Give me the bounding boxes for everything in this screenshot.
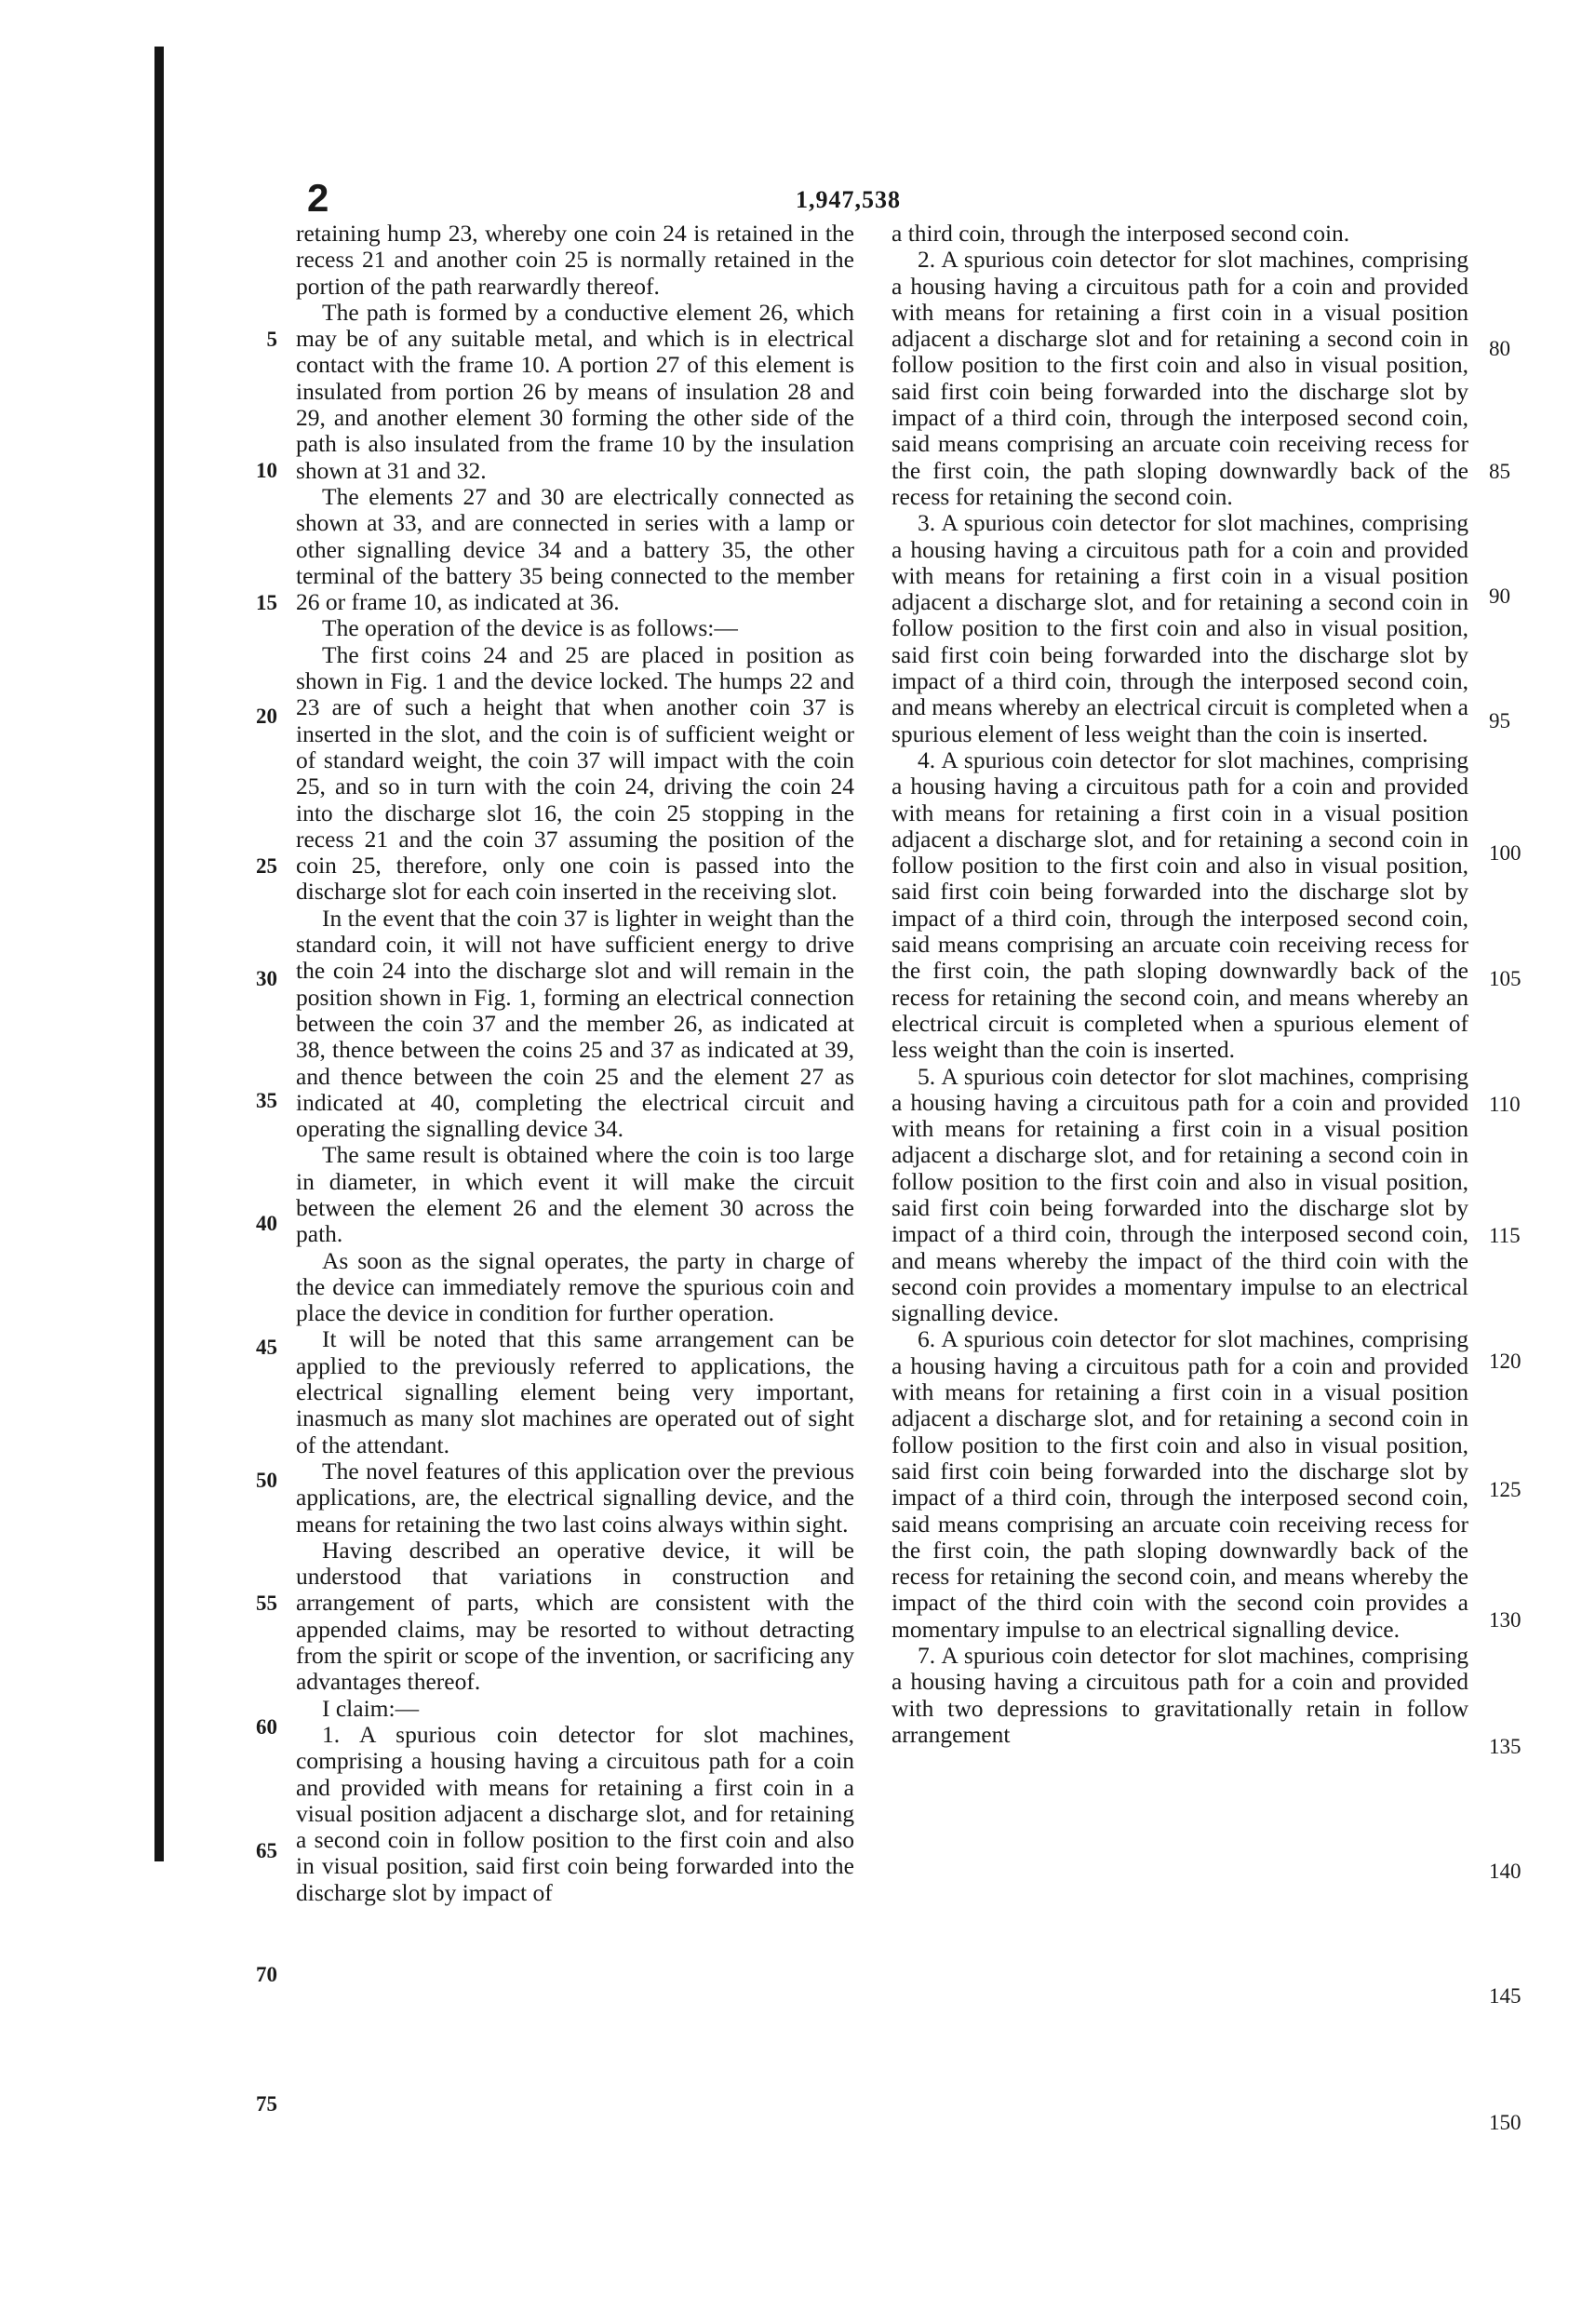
line-number: 135 bbox=[1489, 1735, 1522, 1758]
paragraph: Having described an operative device, it will be understood that variations in construction and arrangement of parts, which are consistent with the appended claims, may be resorted to without detracting from the spirit or scope of the invention, or sacrificing any advantages thereof. bbox=[296, 1536, 854, 1696]
line-number: 85 bbox=[1489, 460, 1510, 483]
claim-paragraph: 2. A spurious coin detector for slot machines, comprising a housing having a circuitous path for a coin and provided with means for retaining a first coin in a visual position adjacent a discharge slot and for retaining a second coin in follow position to the first coin and also in visual position, said first coin being forwarded into the discharge slot by impact of a third coin, through the interposed second coin, said means comprising an arcuate coin receiving recess for the first coin, the path sloping downwardly back of the recess for retaining the second coin. bbox=[892, 246, 1468, 510]
line-number: 100 bbox=[1489, 841, 1522, 865]
claims-heading: I claim:— bbox=[322, 1694, 420, 1722]
line-number: 140 bbox=[1489, 1860, 1522, 1883]
line-number: 145 bbox=[1489, 1984, 1522, 2008]
paragraph: The first coins 24 and 25 are placed in position as shown in Fig. 1 and the device locked. The humps 22 and 23 are of such a height that when another coin 37 is inserted in the slot, and the coin is of sufficient weight or of standard weight, the coin 37 will impact with the coin 25, and so in turn with the coin 24, driving the coin 24 into the discharge slot 16, the coin 25 stopping in the recess 21 and the coin 37 assuming the position of the coin 25, therefore, only one coin is passed into the discharge slot for each coin inserted in the receiving slot. bbox=[296, 640, 854, 906]
paragraph: The novel features of this application over the previous applications, are, the electrical signalling device, and the means for retaining the two last coins always within sight. bbox=[296, 1457, 854, 1538]
scan-edge-bar bbox=[154, 47, 164, 1861]
line-number: 5 bbox=[266, 328, 277, 351]
paragraph: As soon as the signal operates, the party in charge of the device can immediately remove the spurious coin and place the device in condition for further operation. bbox=[296, 1246, 854, 1327]
right-text-column bbox=[892, 221, 1468, 2194]
line-number: 120 bbox=[1489, 1350, 1522, 1373]
line-number: 30 bbox=[256, 967, 277, 990]
line-number: 95 bbox=[1489, 709, 1510, 732]
paragraph: The elements 27 and 30 are electrically connected as shown at 33, and are connected in series with a lamp or other signalling device 34 and a battery 35, the other terminal of the battery 35 being connected to the member 26 or frame 10, as indicated at 36. bbox=[296, 482, 854, 616]
line-number: 130 bbox=[1489, 1608, 1522, 1632]
left-text-column bbox=[296, 221, 854, 2194]
claim-paragraph: 4. A spurious coin detector for slot machines, comprising a housing having a circuitous path for a coin and provided with means for retaining a first coin in a visual position adjacent a discharge slot, and for retaining a second coin in follow position to the first coin and also in visual position, said first coin being forwarded into the discharge slot by impact of a third coin, through the interposed second coin, said means comprising an arcuate coin receiving recess for the first coin, the path sloping downwardly back of the recess for retaining the second coin, and means whereby an electrical circuit is completed when a spurious element of less weight than the coin is inserted. bbox=[892, 746, 1468, 1064]
paragraph: The same result is obtained where the coin is too large in diameter, in which event it will make the circuit between the element 26 and the element 30 across the path. bbox=[296, 1141, 854, 1248]
line-number: 125 bbox=[1489, 1478, 1522, 1501]
paragraph: The path is formed by a conductive element 26, which may be of any suitable metal, and which is in electrical contact with the frame 10. A portion 27 of this element is insulated from portion 26 by means of insulation 28 and 29, and another element 30 forming the other side of the path is also insulated from the frame 10 by the insulation shown at 31 and 32. bbox=[296, 298, 854, 484]
claim-paragraph: 1. A spurious coin detector for slot machines, comprising a housing having a circuitous path for a coin and provided with means for retaining a first coin in a visual position adjacent a discharge slot, and for retaining a second coin in follow position to the first coin and also in visual position, said first coin being forwarded into the discharge slot by impact of bbox=[296, 1720, 854, 1906]
line-number: 40 bbox=[256, 1212, 277, 1235]
line-number: 55 bbox=[256, 1592, 277, 1615]
line-number: 10 bbox=[256, 459, 277, 482]
line-number: 15 bbox=[256, 591, 277, 614]
paragraph: In the event that the coin 37 is lighter in weight than the standard coin, it will not have sufficient energy to drive the coin 24 into the discharge slot and will remain in the position shown in Fig. 1, forming an electrical connection between the coin 37 and the member 26, as indicated at 38, thence between the coins 25 and 37 as indicated at 39, and thence between the coin 25 and the element 27 as indicated at 40, completing the electrical circuit and operating the signalling device 34. bbox=[296, 904, 854, 1143]
paragraph: a third coin, through the interposed second coin. bbox=[892, 220, 1350, 247]
page-number: 2 bbox=[307, 176, 329, 220]
line-number: 110 bbox=[1489, 1093, 1521, 1116]
line-number: 90 bbox=[1489, 584, 1510, 608]
line-number: 25 bbox=[256, 854, 277, 878]
line-number: 70 bbox=[256, 1963, 277, 1986]
paragraph: The operation of the device is as follows:— bbox=[322, 614, 738, 642]
claim-paragraph: 7. A spurious coin detector for slot machines, comprising a housing having a circuitous path for a coin and provided with two depressions to gravitationally retain in follow arrangement bbox=[892, 1642, 1468, 1748]
paragraph: It will be noted that this same arrangement can be applied to the previously referred to applications, the electrical signalling element being very important, inasmuch as many slot machines are operated out of sight of the attendant. bbox=[296, 1325, 854, 1458]
claim-paragraph: 5. A spurious coin detector for slot machines, comprising a housing having a circuitous path for a coin and provided with means for retaining a first coin in a visual position adjacent a discharge slot, and for retaining a second coin in follow position to the first coin and also in visual position, said first coin being forwarded into the discharge slot by impact of a third coin, through the interposed second coin, and means whereby the impact of the third coin with the second coin provides a momentary impulse to an electrical signalling device. bbox=[892, 1062, 1468, 1327]
line-number: 35 bbox=[256, 1089, 277, 1112]
patent-number: 1,947,538 bbox=[796, 186, 901, 213]
line-number: 65 bbox=[256, 1839, 277, 1862]
line-number: 80 bbox=[1489, 337, 1510, 360]
claim-paragraph: 6. A spurious coin detector for slot machines, comprising a housing having a circuitous path for a coin and provided with means for retaining a first coin in a visual position adjacent a discharge slot, and for retaining a second coin in follow position to the first coin and also in visual position, said first coin being forwarded into the discharge slot by impact of a third coin, through the interposed second coin, said means comprising an arcuate coin receiving recess for the first coin, the path sloping downwardly back of the recess for retaining the second coin, and means whereby the impact of the third coin with the second coin provides a momentary impulse to an electrical signalling device. bbox=[892, 1325, 1468, 1643]
line-number: 115 bbox=[1489, 1224, 1521, 1247]
line-number: 50 bbox=[256, 1469, 277, 1492]
line-number: 150 bbox=[1489, 2111, 1522, 2134]
line-number: 75 bbox=[256, 2092, 277, 2116]
paragraph: retaining hump 23, whereby one coin 24 is retained in the recess 21 and another coin 25 is normally retained in the portion of the path rearwardly thereof. bbox=[296, 220, 854, 300]
line-number: 60 bbox=[256, 1715, 277, 1739]
line-number: 20 bbox=[256, 705, 277, 728]
line-number: 45 bbox=[256, 1336, 277, 1359]
line-number: 105 bbox=[1489, 967, 1522, 990]
claim-paragraph: 3. A spurious coin detector for slot machines, comprising a housing having a circuitous path for a coin and provided with means for retaining a first coin in a visual position adjacent a discharge slot, and for retaining a second coin in follow position to the first coin and also in visual position, said first coin being forwarded into the discharge slot by impact of a third coin, through the interposed second coin, and means whereby an electrical circuit is completed when a spurious element of less weight than the coin is inserted. bbox=[892, 509, 1468, 747]
